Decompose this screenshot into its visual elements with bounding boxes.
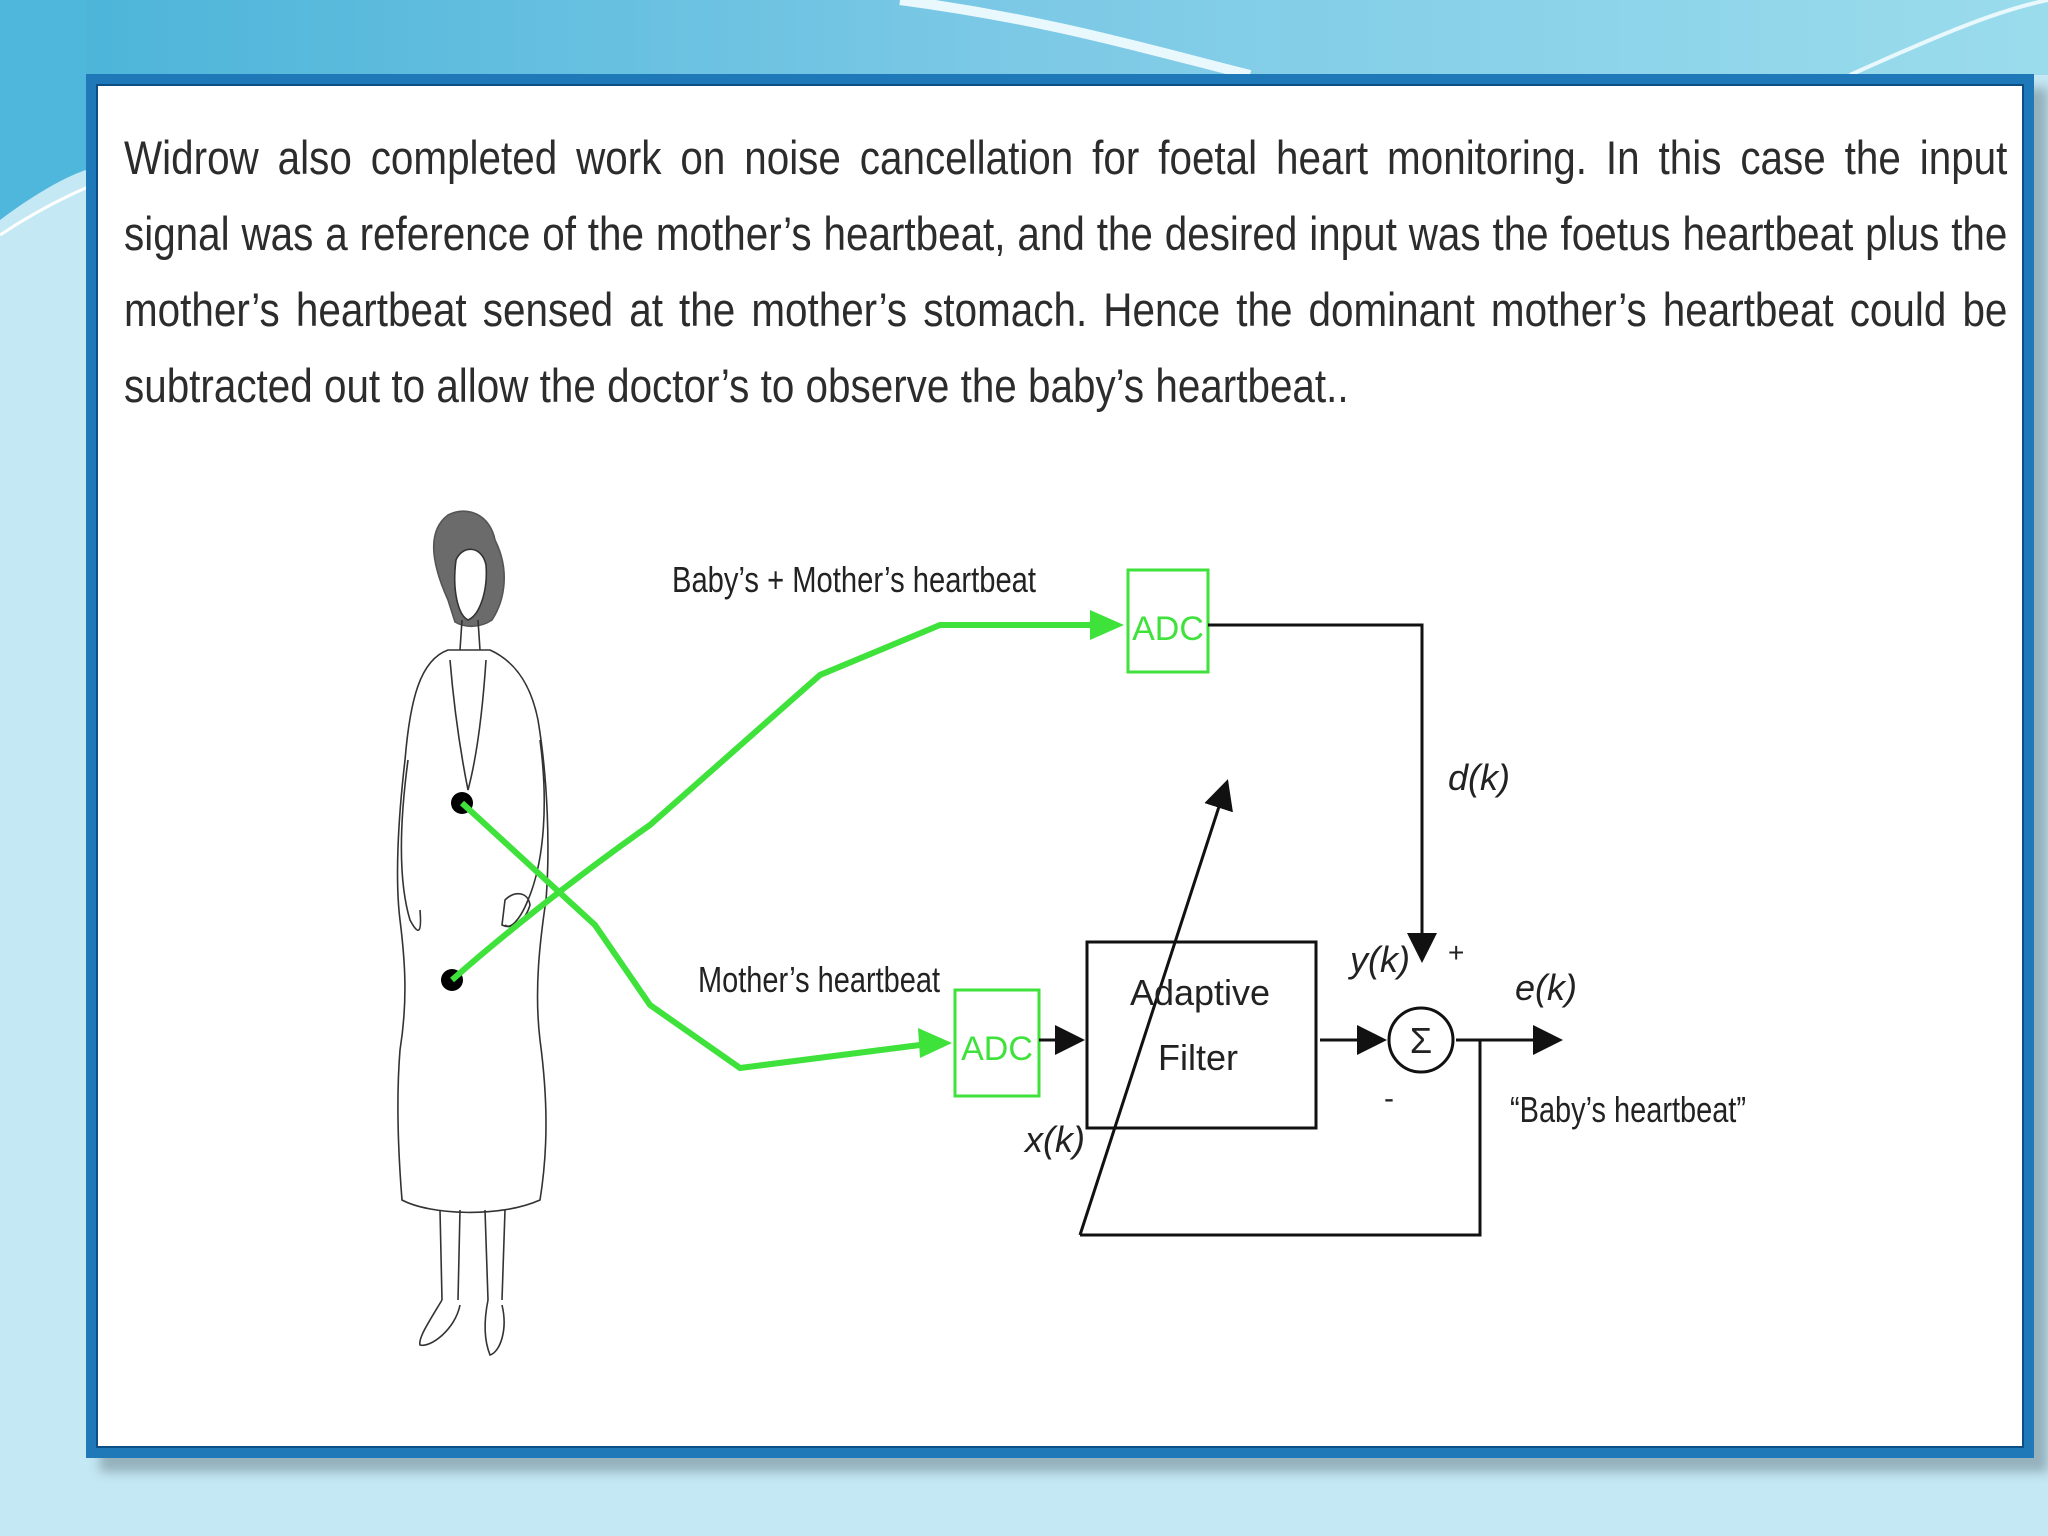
sigma-symbol: Σ (1409, 1020, 1433, 1061)
filter-label-line1: Adaptive (1129, 972, 1271, 1013)
label-d-k: d(k) (1448, 757, 1510, 798)
adc-bottom-label: ADC (961, 1030, 1033, 1068)
combined-signal-arrow (1090, 610, 1124, 640)
combined-signal-wire (452, 625, 1090, 980)
left-leg (440, 1210, 460, 1300)
woman-figure (398, 511, 548, 1355)
body-paragraph: Widrow also completed work on noise cancellation for foetal heart monitoring. In this case the input signal was a reference of the mother’s heartbeat, and the desired input was the foetus heartbeat plus the mother’s heartbeat sensed at the mother’s stomach. Hence the dominant mother’s heartbeat could be subtracted out to allow the doctor’s to observe the baby’s heartbeat.. (124, 131, 2008, 412)
d-signal-line (1208, 625, 1422, 960)
left-shoe (420, 1300, 460, 1345)
plus-sign: + (1448, 937, 1465, 968)
dress (398, 650, 548, 1212)
output-label: “Baby’s heartbeat” (1510, 1089, 1746, 1130)
adaptive-filter-box (1087, 942, 1316, 1128)
minus-sign: - (1384, 1082, 1394, 1115)
label-e-k: e(k) (1515, 967, 1577, 1008)
label-y-k: y(k) (1350, 939, 1410, 980)
label-mother-heartbeat: Mother’s heartbeat (698, 959, 940, 1000)
label-combined-heartbeat: Baby’s + Mother’s heartbeat (672, 559, 1036, 600)
mother-signal-arrow (918, 1028, 952, 1058)
right-shoe (485, 1300, 504, 1355)
label-x-k: x(k) (1025, 1119, 1085, 1160)
right-leg (485, 1210, 505, 1300)
adc-top-label: ADC (1132, 610, 1204, 648)
filter-label-line2: Filter (1158, 1037, 1238, 1078)
